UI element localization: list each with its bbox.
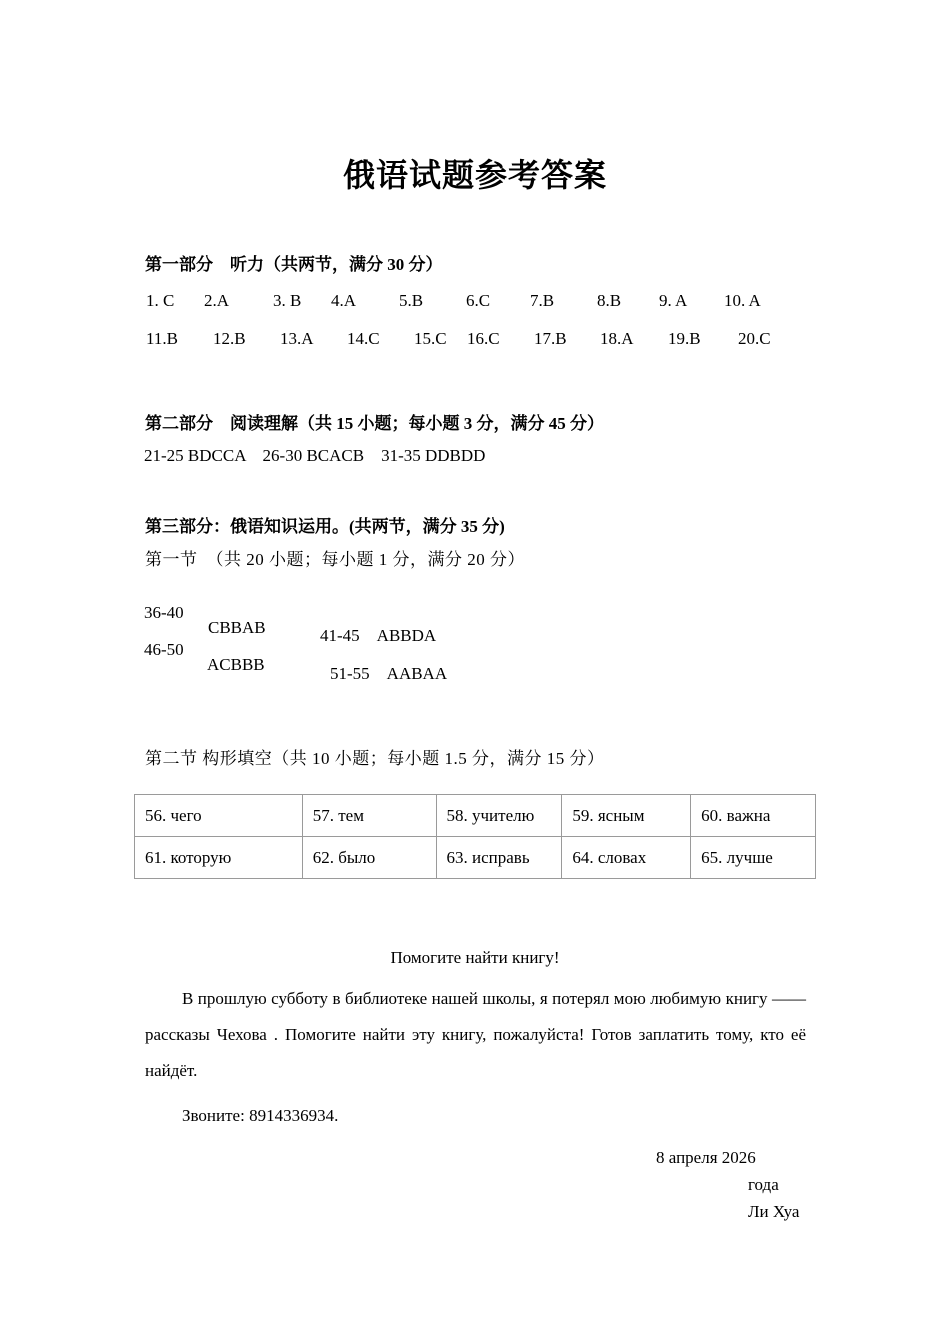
answer-3: 3. B [273, 291, 302, 310]
answer-10: 10. A [724, 291, 761, 310]
range-46-50: 46-50 [144, 640, 184, 659]
answer-9: 9. A [659, 291, 688, 310]
answers-36-40: CBBAB [208, 618, 266, 637]
answer-13: 13.A [280, 329, 314, 348]
writing-author: Ли Хуа [748, 1202, 800, 1221]
page-title: 俄语试题参考答案 [342, 156, 607, 194]
answer-16: 16.C [467, 329, 500, 348]
answer-2: 2.A [204, 291, 230, 310]
answer-17: 17.B [534, 329, 567, 348]
writing-date: 8 апреля 2026 [656, 1148, 756, 1167]
part1-heading: 第一部分 听力（共两节，满分 30 分） [145, 255, 443, 274]
answer-5: 5.B [399, 291, 424, 310]
part3-heading: 第三部分：俄语知识运用。(共两节，满分 35 分) [145, 517, 505, 536]
writing-body: В прошлую субботу в библиотеке нашей школы, я потерял мою любимую книгу —— рассказы Чехова . Помогите найти эту книгу, пожалуйста! Готов заплатить тому, кто её найдёт. [145, 989, 806, 1080]
table-row [135, 795, 816, 837]
table-cell: 65. лучше [691, 837, 816, 879]
range-36-40: 36-40 [144, 603, 184, 622]
table-cell: 62. было [302, 837, 436, 879]
fill-in-answer-table [134, 794, 816, 879]
writing-date-suffix: года [748, 1175, 779, 1194]
table-cell: 61. которую [135, 837, 303, 879]
table-cell: 57. тем [302, 795, 436, 837]
answer-15: 15.C [414, 329, 447, 348]
answer-19: 19.B [668, 329, 701, 348]
answers-46-50: ACBBB [207, 655, 265, 674]
answer-6: 6.C [466, 291, 491, 310]
answer-8: 8.B [597, 291, 622, 310]
section1-heading: 第一节 （共 20 小题；每小题 1 分，满分 20 分） [145, 550, 525, 569]
table-cell: 60. важна [691, 795, 816, 837]
part2-heading: 第二部分 阅读理解（共 15 小题；每小题 3 分，满分 45 分） [145, 414, 604, 433]
table-cell: 58. учителю [436, 795, 562, 837]
table-cell: 64. словах [562, 837, 691, 879]
part2-answers: 21-25 BDCCA 26-30 BCACB 31-35 DDBDD [144, 446, 486, 465]
answer-20: 20.C [738, 329, 771, 348]
answers-41-45: 41-45 ABBDA [320, 626, 437, 645]
answer-7: 7.B [530, 291, 555, 310]
table-cell: 63. исправь [436, 837, 562, 879]
answer-14: 14.C [347, 329, 380, 348]
answers-51-55: 51-55 AABAA [330, 664, 448, 683]
answer-4: 4.A [331, 291, 357, 310]
table-cell: 59. ясным [562, 795, 691, 837]
table-cell: 56. чего [135, 795, 303, 837]
answer-1: 1. C [146, 291, 175, 310]
writing-title: Помогите найти книгу! [390, 948, 560, 967]
answer-11: 11.B [146, 329, 178, 348]
table-row [135, 837, 816, 879]
writing-phone: Звоните: 8914336934. [182, 1106, 339, 1125]
answer-18: 18.A [600, 329, 634, 348]
answer-12: 12.B [213, 329, 246, 348]
section2-heading: 第二节 构形填空（共 10 小题；每小题 1.5 分，满分 15 分） [145, 749, 605, 768]
